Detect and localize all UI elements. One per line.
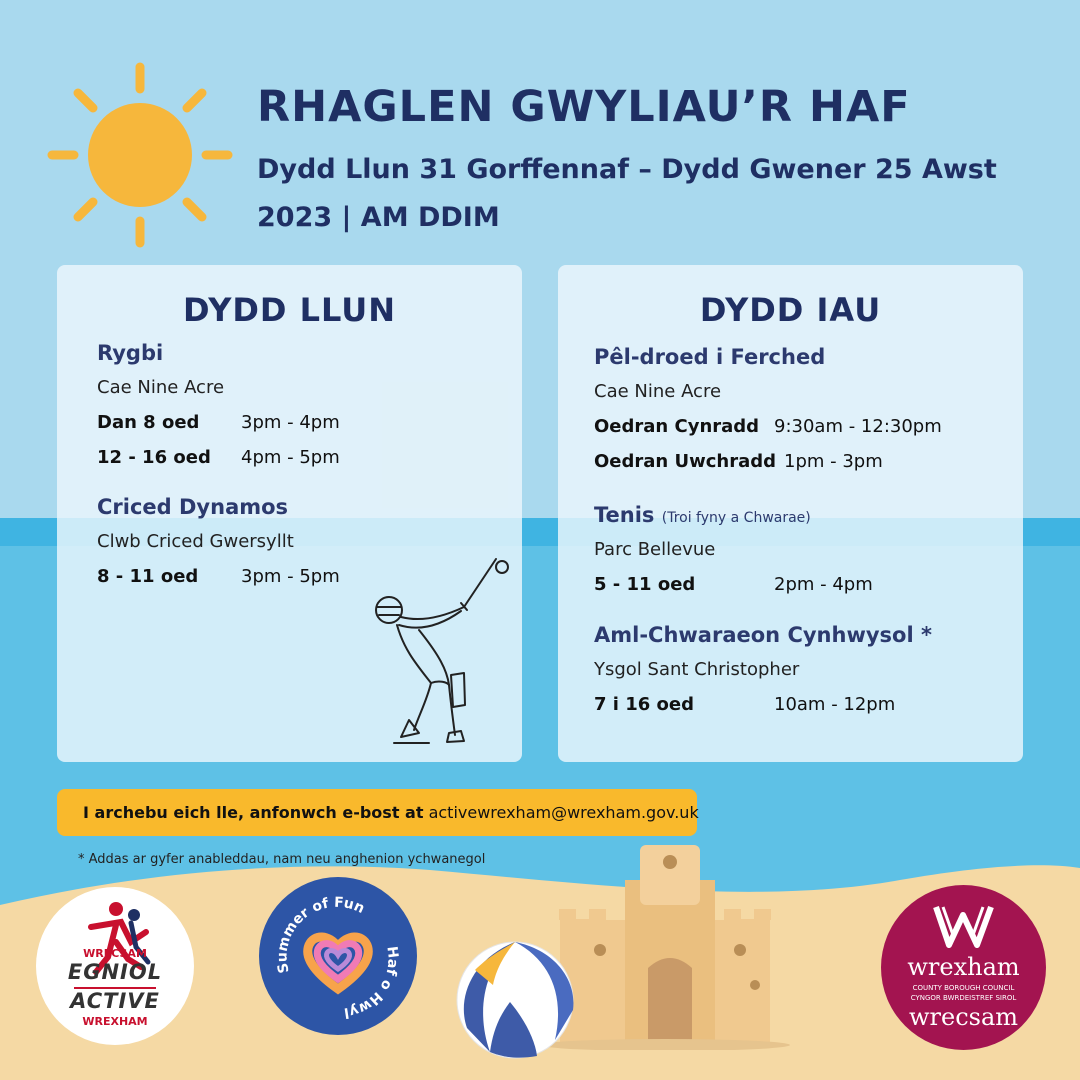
beach-ball-illustration [455, 940, 575, 1060]
council-line-cy: CYNGOR BWRDEISTREF SIROL [910, 994, 1017, 1002]
monday-heading: DYDD LLUN [182, 291, 397, 329]
session-row [97, 439, 517, 474]
cricketer-illustration [369, 555, 519, 745]
session-time: 9:30am - 12:30pm [774, 416, 942, 437]
activity-venue: Clwb Criced Gwersyllt [97, 531, 294, 552]
activity-note: (Troi fyny a Chwarae) [661, 510, 811, 526]
booking-banner [57, 789, 697, 836]
session-age: Dan 8 oed [97, 412, 200, 433]
haf-o-hwyl-text: Haf o Hwyl [342, 945, 401, 1021]
session-row [594, 408, 1014, 443]
session-time: 2pm - 4pm [774, 574, 873, 595]
session-row [594, 686, 1014, 721]
session-time: 4pm - 5pm [241, 447, 340, 468]
session-row [97, 404, 517, 439]
monday-card [57, 265, 522, 762]
activity-name: Criced Dynamos [97, 495, 289, 519]
activity-inclusive-multisport [594, 623, 1014, 721]
session-age: 8 - 11 oed [97, 566, 199, 587]
summer-of-fun-logo [259, 877, 417, 1035]
active-wrexham-logo [36, 887, 194, 1045]
sandcastle-illustration [540, 840, 790, 1050]
thursday-card [558, 265, 1023, 762]
activity-title-line [594, 503, 1014, 527]
session-age: 12 - 16 oed [97, 447, 211, 468]
summer-of-fun-emblem [259, 877, 417, 1035]
page-title: RHAGLEN GWYLIAU’R HAF [257, 82, 911, 132]
active-wrexham-active: ACTIVE [70, 989, 160, 1013]
session-time: 1pm - 3pm [784, 451, 883, 472]
activity-name: Pêl-droed i Ferched [594, 345, 826, 369]
activity-name: Tenis [594, 503, 655, 527]
activity-venue: Ysgol Sant Christopher [594, 659, 800, 680]
session-row [594, 443, 1014, 478]
thursday-heading: DYDD IAU [699, 291, 882, 329]
session-time: 10am - 12pm [774, 694, 896, 715]
active-wrexham-bottom: WREXHAM [82, 1015, 148, 1028]
wrexham-council-logo [881, 885, 1046, 1050]
activity-tennis [594, 503, 1014, 601]
active-wrexham-top: WRECSAM [83, 947, 147, 960]
activity-girls-football [594, 345, 1014, 478]
activity-venue: Parc Bellevue [594, 539, 716, 560]
session-age: Oedran Cynradd [594, 416, 760, 437]
session-time: 3pm - 5pm [241, 566, 340, 587]
session-age: 7 i 16 oed [594, 694, 695, 715]
page-subtitle: Dydd Llun 31 Gorffennaf – Dydd Gwener 25 Awst 2023 | AM DDIM [257, 154, 997, 233]
booking-prefix: I archebu eich lle, anfonwch e-bost at [83, 803, 424, 822]
activity-venue: Cae Nine Acre [97, 377, 225, 398]
council-name-cy: wrecsam [908, 1003, 1019, 1031]
booking-email-link[interactable]: activewrexham@wrexham.gov.uk [428, 803, 699, 822]
summer-of-fun-text: Summer of Fun [274, 894, 367, 975]
activity-name: Aml-Chwaraeon Cynhwysol * [594, 623, 932, 647]
activity-rugby [97, 341, 517, 474]
sun-icon [40, 55, 240, 255]
session-age: 5 - 11 oed [594, 574, 696, 595]
activity-venue: Cae Nine Acre [594, 381, 722, 402]
active-wrexham-egniol: EGNIOL [67, 960, 163, 984]
session-row [594, 566, 1014, 601]
council-name: wrexham [907, 953, 1020, 981]
session-age: Oedran Uwchradd [594, 451, 777, 472]
session-time: 3pm - 4pm [241, 412, 340, 433]
council-line-en: COUNTY BOROUGH COUNCIL [912, 984, 1015, 992]
activity-name: Rygbi [97, 341, 164, 365]
footnote: * Addas ar gyfer anableddau, nam neu anghenion ychwanegol [78, 852, 486, 867]
